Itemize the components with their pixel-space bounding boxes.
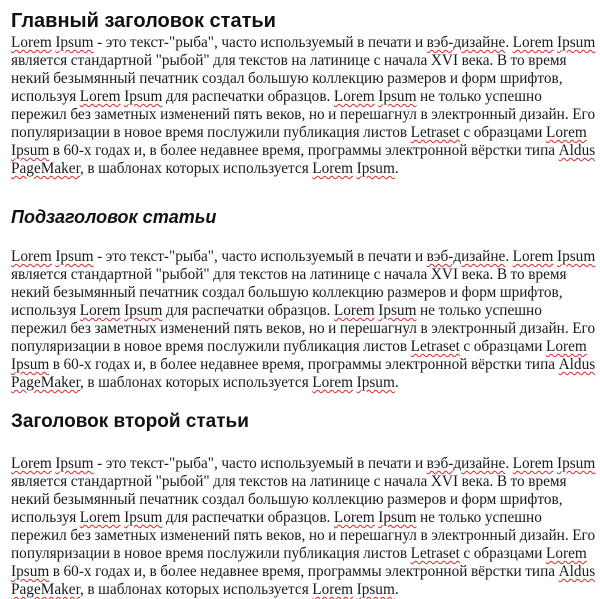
misspelled-word: Letraset [410,124,460,141]
misspelled-word: Lorem [312,374,354,391]
misspelled-word: Ipsum [55,248,94,265]
misspelled-word: Ipsum [55,34,94,51]
misspelled-word: вэб-дизайне [426,34,506,51]
misspelled-word: PageMaker [11,160,81,177]
text-line: некий безымянный печатник создал большую коллекцию размеров и форм шрифтов, [11,284,563,301]
text-line: PageMaker, в шаблонах которых используется Lorem Ipsum. [11,581,399,598]
misspelled-word: Lorem [11,34,52,51]
text-line: является стандартной "рыбой" для текстов на латинице с начала XVI века. В то время [11,52,567,69]
spacer [11,433,596,455]
text-line: используя Lorem Ipsum для распечатки образцов. Lorem Ipsum не только успешно [11,302,542,319]
misspelled-word: Ipsum [11,142,50,159]
text-line: PageMaker, в шаблонах которых используется Lorem Ipsum. [11,374,399,391]
misspelled-word: Lorem [79,88,121,105]
misspelled-word: Ipsum [356,581,395,598]
misspelled-word: Ipsum [356,160,395,177]
misspelled-word: Ipsum [556,455,596,472]
misspelled-word: вэб-дизайне [426,248,506,265]
misspelled-word: Lorem [312,581,354,598]
misspelled-word: Lorem [546,545,587,562]
text-line: является стандартной "рыбой" для текстов на латинице с начала XVI века. В то время [11,473,567,490]
misspelled-word: Ipsum [356,374,395,391]
text-line: Lorem Ipsum - это текст-"рыба", часто используемый в печати и вэб-дизайне. Lorem Ipsum [11,455,596,472]
text-line: является стандартной "рыбой" для текстов на латинице с начала XVI века. В то время [11,266,567,283]
misspelled-word: Lorem [512,248,554,265]
spacer [11,228,596,248]
text-line: некий безымянный печатник создал большую коллекцию размеров и форм шрифтов, [11,70,563,87]
text-line: Lorem Ipsum - это текст-"рыба", часто используемый в печати и вэб-дизайне. Lorem Ipsum [11,248,596,265]
misspelled-word: Aldus [558,356,596,373]
misspelled-word: Ipsum [11,356,50,373]
spacer [11,392,596,410]
misspelled-word: Letraset [410,338,460,355]
text-line: популяризации в новое время послужили публикация листов Letraset с образцами Lorem [11,545,587,562]
misspelled-word: Ipsum [556,248,596,265]
misspelled-word: Lorem [79,302,121,319]
second-article-heading: Заголовок второй статьи [11,411,249,432]
text-line: некий безымянный печатник создал большую коллекцию размеров и форм шрифтов, [11,491,563,508]
misspelled-word: Ipsum [124,302,163,319]
misspelled-word: Lorem [546,338,587,355]
text-line: используя Lorem Ipsum для распечатки образцов. Lorem Ipsum не только успешно [11,509,542,526]
misspelled-word: PageMaker [11,581,81,598]
paragraph-3 [11,455,596,599]
misspelled-word: Ipsum [556,34,596,51]
misspelled-word: Lorem [79,509,121,526]
misspelled-word: Lorem [546,124,587,141]
paragraph-2 [11,248,596,392]
misspelled-word: PageMaker [11,374,81,391]
main-heading: Главный заголовок статьи [11,10,276,32]
text-line: популяризации в новое время послужили публикация листов Letraset с образцами Lorem [11,338,587,355]
misspelled-word: вэб-дизайне [426,455,506,472]
text-line: Ipsum в 60-х годах и, в более недавнее время, программы электронной вёрстки типа Aldus [11,356,596,373]
text-line: пережил без заметных изменений пять веков, но и перешагнул в электронный дизайн. Его [11,106,596,123]
text-line: популяризации в новое время послужили публикация листов Letraset с образцами Lorem [11,124,587,141]
misspelled-word: Ipsum [55,455,94,472]
misspelled-word: Ipsum [378,302,417,319]
misspelled-word: Lorem [512,34,554,51]
misspelled-word: Ipsum [124,509,163,526]
misspelled-word: Letraset [410,545,460,562]
misspelled-word: Lorem [333,88,375,105]
document [11,0,596,599]
text-line: Ipsum в 60-х годах и, в более недавнее время, программы электронной вёрстки типа Aldus [11,142,596,159]
text-line: используя Lorem Ipsum для распечатки образцов. Lorem Ipsum не только успешно [11,88,542,105]
misspelled-word: Lorem [333,302,375,319]
misspelled-word: Ipsum [124,88,163,105]
subheading: Подзаголовок статьи [11,207,217,227]
spacer [11,178,596,206]
text-line: PageMaker, в шаблонах которых используется Lorem Ipsum. [11,160,399,177]
text-line: пережил без заметных изменений пять веков, но и перешагнул в электронный дизайн. Его [11,527,596,544]
misspelled-word: Lorem [333,509,375,526]
paragraph-1 [11,34,596,178]
misspelled-word: Lorem [11,248,52,265]
misspelled-word: Ipsum [11,563,50,580]
misspelled-word: Ipsum [378,509,417,526]
text-line: Ipsum в 60-х годах и, в более недавнее время, программы электронной вёрстки типа Aldus [11,563,596,580]
text-line: Lorem Ipsum - это текст-"рыба", часто используемый в печати и вэб-дизайне. Lorem Ipsum [11,34,596,51]
misspelled-word: Lorem [312,160,354,177]
misspelled-word: Lorem [11,455,52,472]
misspelled-word: Aldus [558,142,596,159]
misspelled-word: Aldus [558,563,596,580]
misspelled-word: Ipsum [378,88,417,105]
text-line: пережил без заметных изменений пять веков, но и перешагнул в электронный дизайн. Его [11,320,596,337]
misspelled-word: Lorem [512,455,554,472]
